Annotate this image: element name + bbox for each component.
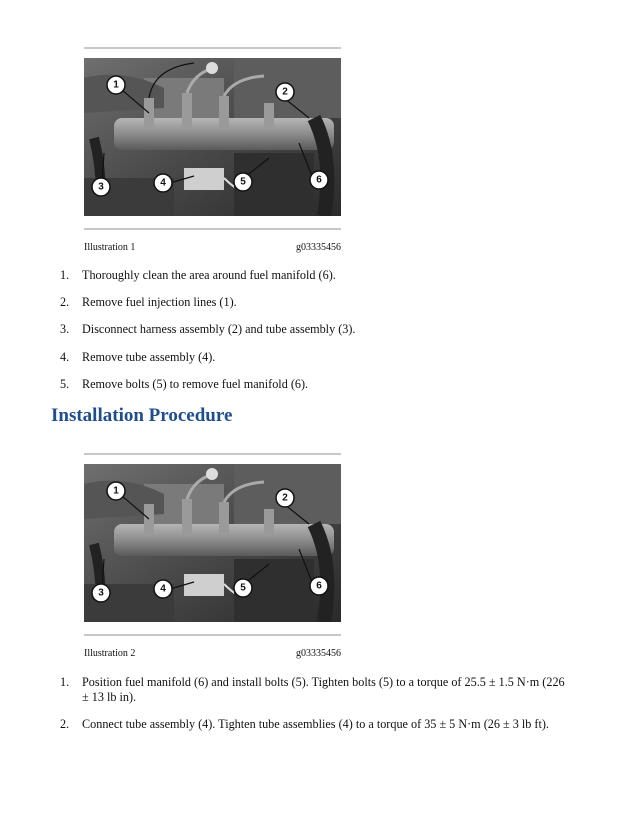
figure2-callout-4 — [154, 580, 172, 598]
figure1-callout-1 — [107, 76, 125, 94]
step-text: Connect tube assembly (4). Tighten tube assemblies (4) to a torque of 35 ± 5 N·m (26 ± 3 lb ft). — [82, 717, 549, 731]
step-number: 1. — [60, 675, 70, 689]
svg-text:2: 2 — [282, 86, 288, 98]
step-text: Remove tube assembly (4). — [82, 350, 216, 364]
figure1-callout-3 — [92, 178, 110, 196]
figure1-caption — [84, 242, 341, 253]
figure2-callout-2 — [276, 489, 294, 507]
figure2-callout-6 — [310, 577, 328, 595]
list-item — [60, 322, 580, 337]
figure2-image — [84, 464, 341, 622]
step-number: 2. — [60, 717, 70, 731]
list-item — [60, 268, 580, 283]
list-item — [60, 377, 580, 392]
list-item — [60, 675, 580, 705]
section-heading: Installation Procedure — [51, 405, 233, 426]
svg-text:2: 2 — [282, 492, 288, 504]
list-item — [60, 350, 580, 365]
figure2-caption — [84, 648, 341, 659]
step-text: Thoroughly clean the area around fuel manifold (6). — [82, 268, 336, 282]
svg-text:3: 3 — [98, 587, 104, 599]
figure1-caption-label: Illustration 1 — [84, 242, 136, 253]
svg-text:6: 6 — [316, 580, 322, 592]
figure2-callout-3 — [92, 584, 110, 602]
step-number: 1. — [60, 268, 70, 282]
list-item — [60, 717, 580, 732]
figure1-callout-2 — [276, 83, 294, 101]
list-item — [60, 295, 580, 310]
svg-text:5: 5 — [240, 582, 246, 594]
step-text: Remove bolts (5) to remove fuel manifold (6). — [82, 377, 309, 391]
figure2-bottom-rule — [84, 634, 341, 636]
figure2-callout-5 — [234, 579, 252, 597]
figure2-caption-id: g03335456 — [296, 648, 341, 659]
figure1-caption-id: g03335456 — [296, 242, 341, 253]
figure1-callout-4 — [154, 174, 172, 192]
svg-text:6: 6 — [316, 174, 322, 186]
figure1-bottom-rule — [84, 228, 341, 230]
step-number: 2. — [60, 295, 70, 309]
svg-text:1: 1 — [113, 485, 119, 497]
step-text: Position fuel manifold (6) and install bolts (5). Tighten bolts (5) to a torque of 25.5 ± 1.5 N·m (226 ± 13 lb in). — [82, 675, 565, 704]
figure2-caption-label: Illustration 2 — [84, 648, 136, 659]
figure1-image — [84, 58, 341, 216]
svg-text:4: 4 — [160, 583, 166, 595]
svg-text:1: 1 — [113, 79, 119, 91]
svg-text:4: 4 — [160, 177, 166, 189]
step-number: 5. — [60, 377, 70, 391]
figure1-callout-5 — [234, 173, 252, 191]
figure1-callout-6 — [310, 171, 328, 189]
step-number: 3. — [60, 322, 70, 336]
step-text: Remove fuel injection lines (1). — [82, 295, 237, 309]
svg-text:3: 3 — [98, 181, 104, 193]
figure2-top-rule — [84, 453, 341, 455]
figure2-callout-1 — [107, 482, 125, 500]
step-text: Disconnect harness assembly (2) and tube assembly (3). — [82, 322, 356, 336]
svg-text:5: 5 — [240, 176, 246, 188]
step-number: 4. — [60, 350, 70, 364]
figure1-top-rule — [84, 47, 341, 49]
